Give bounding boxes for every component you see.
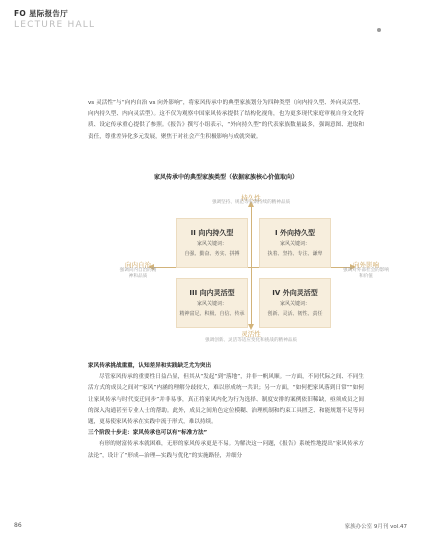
intro-paragraph	[88, 98, 364, 143]
dot-icon	[377, 28, 381, 32]
quadrant-title: I 外向持久型	[274, 229, 316, 237]
quadrant-title: II 向内持久型	[190, 229, 234, 237]
page-number: 86	[14, 522, 22, 529]
quadrant-inward-flexible	[176, 278, 248, 328]
intro-text: vs 灵活性”与“向内自治 vs 向外影响”，将家风传承中的典型家族划分为四种类型（向内持久型、外向灵活型、向内持久型、内向灵活型）。这不仅为观察中国家风传承提供了结构化视角，也为更多现代家庭审视自身文化特质、设定传承重心提供了参照。《报告》撰写小组表示，“外向持久型”的代表家族数量最多，强调意图、进取和责任，尊重差异化多元发展，聚焦于对社会产生积极影响与成就突破。	[88, 100, 364, 140]
section-2-body: 有形的财富传承本就困难，无形的家风传承更是不易。为解决这一问题，《报告》系统性地提出“家风传承方法论”，设计了“形成—治理—实践与优化”的实施路径，并细分	[88, 441, 364, 459]
axis-top-desc: 强调坚持、规范等长期持续的精神品质	[211, 200, 291, 205]
section-1-body: 尽管家风传承的重要性日益凸显，但其从“发起”到“落地”，并非一帆风顺。一方面，不同代际之间、不同生活方式的成员之间对“家风”内涵的理解分歧较大，难以形成统一共识；另一方面，“如何把家风落到日常”“如何让家风传承与时代变迁同步”并非易事，真正将家风内化为行为选择、制度安排的案例依旧稀缺，亟须成员之间的深入沟通甚至专业人士的帮助。此外，成员之间角色定位模糊、治理机制和约束工具匮乏、和能规划不足等问题，更易使家风传承在实践中流于形式，难以持续。	[88, 374, 364, 426]
quadrant-title: IV 外向灵活型	[272, 289, 318, 297]
axis-right-label: 向外影响	[353, 261, 379, 269]
quadrant-inward-enduring	[176, 218, 248, 268]
quadrant-keyword-label: 家风关键词：	[196, 241, 227, 247]
quadrant-keywords: 创新、灵活、韧性、责任	[267, 311, 323, 317]
axis-bottom-desc: 强调创新、灵活等适应变化和挑战的精神品质	[205, 338, 297, 343]
column-title: FO 星际报告厅	[14, 9, 69, 18]
column-subtitle: LECTURE HALL	[14, 20, 96, 30]
quadrant-outward-flexible	[259, 278, 331, 328]
section-1	[88, 361, 364, 462]
section-2-heading: 三个阶段十步走：家风传承也可以有“标准方法”	[88, 430, 208, 437]
magazine-issue: 家族办公室 9月刊 vol.47	[344, 524, 407, 530]
axis-left-label: 向内自治	[125, 261, 151, 269]
axis-left-desc: 强调向内自治的精神和品质	[119, 268, 157, 279]
page-header	[14, 8, 95, 30]
quadrant-keywords: 自强、勤奋、务实、拼搏	[184, 251, 240, 257]
quadrant-keywords: 执着、坚持、专注、谦卑	[267, 251, 323, 257]
section-1-heading: 家风传承挑战重重，认知差异和实践缺乏尤为突出	[88, 363, 212, 369]
quadrant-keyword-label: 家风关键词：	[196, 301, 227, 307]
axis-bottom-label: 灵活性	[241, 330, 261, 338]
vertical-axis	[251, 207, 252, 325]
figure-title: 家风传承中的典型家族类型（依据家族核心价值取向）	[153, 174, 298, 181]
quadrant-keyword-label: 家风关键词：	[279, 241, 310, 247]
quadrant-keyword-label: 家风关键词：	[279, 301, 310, 307]
axis-top-label: 持久性	[241, 194, 261, 202]
quadrant-keywords: 精神富足、积极、自信、传承	[179, 311, 245, 317]
quadrant-outward-enduring	[259, 218, 331, 268]
quadrant-title: III 向内灵活型	[189, 289, 235, 297]
axis-right-desc: 强调对外部社会的影响和价值	[343, 268, 389, 279]
